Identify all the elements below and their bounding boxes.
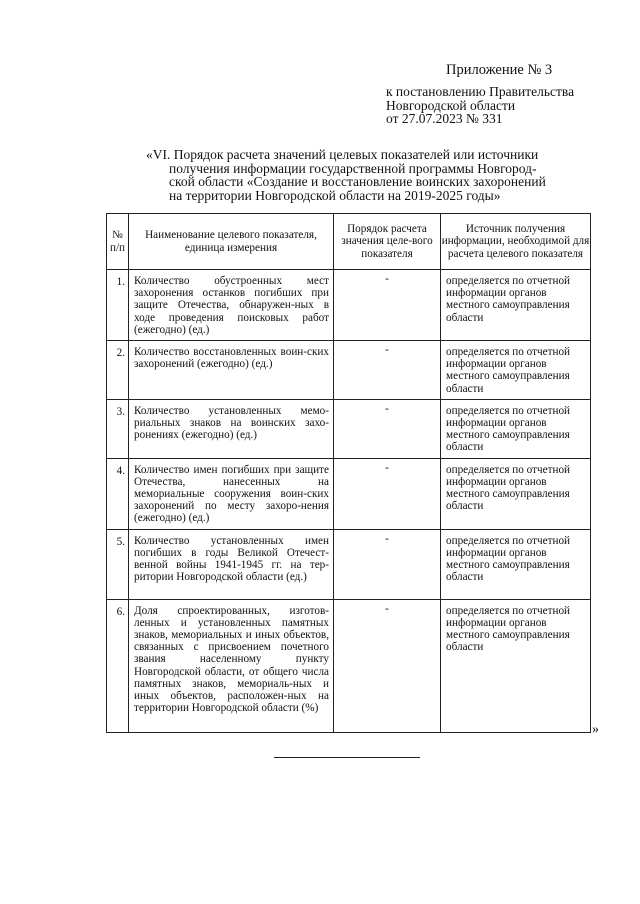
appendix-title: Приложение № 3 bbox=[446, 62, 553, 78]
row-order: - bbox=[334, 270, 441, 341]
table-row bbox=[107, 529, 591, 599]
appendix-line-resolution: к постановлению Правительства bbox=[386, 84, 575, 99]
row-source: определяется по отчетной информации органов местного самоуправления области bbox=[441, 458, 591, 529]
heading-line-1: «VI. Порядок расчета значений целевых показателей или источники bbox=[146, 147, 539, 162]
row-name: Количество установленных имен погибших в годы Великой Отечест-венной войны 1941-1945 гг. на тер-ритории Новгородской области (ед.) bbox=[129, 529, 334, 599]
row-num: 5. bbox=[107, 529, 129, 599]
row-order: - bbox=[334, 458, 441, 529]
row-source: определяется по отчетной информации органов местного самоуправления области bbox=[441, 270, 591, 341]
table-header-row bbox=[107, 214, 591, 270]
row-num: 3. bbox=[107, 399, 129, 458]
row-order: - bbox=[334, 529, 441, 599]
row-order: - bbox=[334, 341, 441, 400]
section-heading bbox=[146, 148, 606, 202]
indicators-table bbox=[106, 213, 591, 733]
row-name: Количество восстановленных воин-ских захоронений (ежегодно) (ед.) bbox=[129, 341, 334, 400]
row-name: Количество установленных мемо-риальных знаков на воинских захо-ронениях (ежегодно) (ед.) bbox=[129, 399, 334, 458]
row-name: Доля спроектированных, изготов-ленных и установленных памятных знаков, мемориальных и иных объектов, связанных с присвоением почетного звания населенному пункту Новгородской области, от общего числа памятных знаков, мемориаль-ных и иных объектов, расположен-ных на территории Новгородской области (%) bbox=[129, 599, 334, 732]
header-name: Наименование целевого показателя, единица измерения bbox=[129, 214, 334, 270]
row-num: 1. bbox=[107, 270, 129, 341]
heading-line-3: ской области «Создание и восстановление воинских захоронений bbox=[169, 174, 546, 190]
row-num: 2. bbox=[107, 341, 129, 400]
heading-line-4: на территории Новгородской области на 2019-2025 годы» bbox=[169, 187, 501, 203]
table-row bbox=[107, 270, 591, 341]
table-row bbox=[107, 399, 591, 458]
heading-line-2: получения информации государственной программы Новгород- bbox=[169, 160, 537, 176]
row-order: - bbox=[334, 599, 441, 732]
appendix-block bbox=[386, 62, 616, 126]
appendix-line-region: Новгородской области bbox=[386, 97, 516, 113]
table-row bbox=[107, 458, 591, 529]
row-source: определяется по отчетной информации органов местного самоуправления области bbox=[441, 341, 591, 400]
table-row bbox=[107, 341, 591, 400]
row-source: определяется по отчетной информации органов местного самоуправления области bbox=[441, 529, 591, 599]
row-source: определяется по отчетной информации органов местного самоуправления области bbox=[441, 399, 591, 458]
table-row bbox=[107, 599, 591, 732]
header-order: Порядок расчета значения целе-вого показателя bbox=[334, 214, 441, 270]
row-num: 4. bbox=[107, 458, 129, 529]
appendix-line-date: от 27.07.2023 № 331 bbox=[386, 111, 503, 126]
header-source: Источник получения информации, необходимой для расчета целевого показателя bbox=[441, 214, 591, 270]
closing-quote: » bbox=[592, 722, 599, 737]
bottom-divider bbox=[274, 757, 420, 758]
row-name: Количество имен погибших при защите Отечества, нанесенных на мемориальные сооружения воин-ских захоронений по месту захоро-нения (ежегодно) (ед.) bbox=[129, 458, 334, 529]
row-name: Количество обустроенных мест захоронения останков погибших при защите Отечества, обнаружен-ных в ходе проведения поисковых работ (ежегодно) (ед.) bbox=[129, 270, 334, 341]
row-source: определяется по отчетной информации органов местного самоуправления области bbox=[441, 599, 591, 732]
row-order: - bbox=[334, 399, 441, 458]
row-num: 6. bbox=[107, 599, 129, 732]
header-num: № п/п bbox=[107, 214, 129, 270]
